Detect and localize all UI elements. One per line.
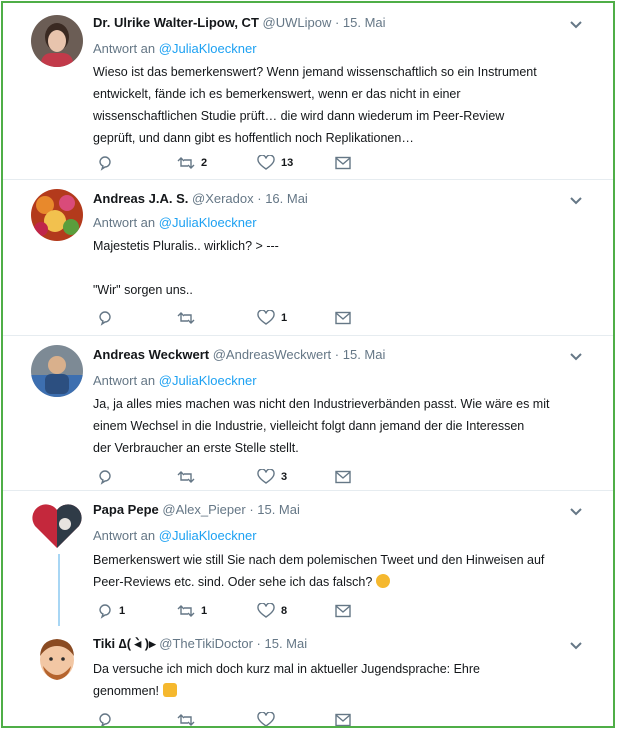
like-button[interactable] — [257, 468, 287, 486]
retweet-count: 2 — [201, 157, 208, 169]
tweet-2[interactable] — [3, 179, 613, 336]
chevron-down-icon[interactable] — [569, 352, 583, 362]
tweet-date[interactable]: · 15. Mai — [249, 502, 300, 517]
like-button[interactable] — [257, 711, 281, 728]
like-count: 8 — [281, 605, 288, 617]
tweet-1[interactable] — [3, 3, 613, 180]
like-count: 3 — [281, 471, 288, 483]
author-handle[interactable]: @AndreasWeckwert — [212, 347, 332, 362]
like-icon — [257, 712, 275, 728]
text-line: wissenschaftlichen Studie prüft… die wird dann wiederum im Peer-Review — [93, 109, 505, 123]
tweet-text — [93, 549, 583, 593]
reply-count: 1 — [119, 605, 126, 617]
text-line: "Wir" sorgen uns.. — [93, 283, 193, 297]
reply-button[interactable] — [97, 468, 119, 486]
retweet-icon — [177, 469, 195, 485]
retweet-button[interactable] — [177, 309, 201, 327]
reply-mention-link[interactable]: @JuliaKloeckner — [158, 373, 257, 388]
avatar[interactable] — [31, 189, 83, 241]
tweet-date[interactable]: · 15. Mai — [256, 636, 308, 651]
text-line-content: Peer-Reviews etc. sind. Oder sehe ich das falsch? — [93, 575, 373, 589]
chevron-down-icon[interactable] — [569, 196, 583, 206]
tweet-date[interactable]: · 15. Mai — [334, 15, 386, 30]
thumbs-up-emoji — [163, 683, 177, 697]
author-handle[interactable]: @UWLipow — [262, 15, 332, 30]
avatar[interactable] — [31, 15, 83, 67]
tweet-text — [93, 393, 583, 459]
reply-button[interactable] — [97, 602, 125, 620]
tweet-text — [93, 235, 583, 301]
dm-icon — [335, 156, 351, 170]
reply-icon — [97, 603, 113, 619]
dm-icon — [335, 311, 351, 325]
like-count: 13 — [281, 157, 294, 169]
reply-prefix: Antwort an — [93, 41, 156, 56]
text-line — [93, 257, 583, 279]
like-button[interactable] — [257, 309, 287, 327]
tweet-5[interactable] — [3, 624, 613, 728]
text-line: Ja, ja alles mies machen was nicht den Industrieverbänden passt. Wie wäre es mit — [93, 397, 550, 411]
reply-icon — [97, 155, 113, 171]
avatar[interactable] — [31, 345, 83, 397]
retweet-icon — [177, 712, 195, 728]
dm-button[interactable] — [335, 711, 351, 728]
text-line: geprüft, und dann gibt es hoffentlich noch Replikationen… — [93, 131, 414, 145]
retweet-button[interactable] — [177, 154, 207, 172]
like-icon — [257, 155, 275, 171]
retweet-icon — [177, 603, 195, 619]
author-handle[interactable]: @Xeradox — [192, 191, 254, 206]
author-name[interactable]: Andreas Weckwert — [93, 347, 210, 362]
reply-prefix: Antwort an — [93, 215, 156, 230]
tweet-date[interactable]: · 15. Mai — [334, 347, 386, 362]
avatar[interactable] — [31, 632, 83, 684]
text-line: der Verbraucher an erste Stelle stellt. — [93, 441, 299, 455]
author-name[interactable]: Andreas J.A. S. — [93, 191, 189, 206]
retweet-icon — [177, 155, 195, 171]
text-line — [93, 571, 583, 593]
reply-mention-link[interactable]: @JuliaKloeckner — [158, 215, 257, 230]
author-name[interactable]: Papa Pepe — [93, 502, 159, 517]
chevron-down-icon[interactable] — [569, 507, 583, 517]
retweet-button[interactable] — [177, 711, 201, 728]
dm-button[interactable] — [335, 468, 351, 486]
reply-button[interactable] — [97, 154, 119, 172]
tweet-header — [93, 191, 573, 206]
author-name[interactable]: Tiki ∆( ◂̀ )▸ — [93, 636, 156, 651]
text-line: Wieso ist das bemerkenswert? Wenn jemand wissenschaftlich so ein Instrument — [93, 65, 537, 79]
like-icon — [257, 603, 275, 619]
like-count: 1 — [281, 312, 288, 324]
text-line-content: genommen! — [93, 684, 160, 698]
text-line: Da versuche ich mich doch kurz mal in aktueller Jugendsprache: Ehre — [93, 662, 480, 676]
text-line: Bemerkenswert wie still Sie nach dem polemischen Tweet und den Hinweisen auf — [93, 553, 545, 567]
dm-icon — [335, 470, 351, 484]
like-icon — [257, 310, 275, 326]
tweet-header — [93, 15, 573, 30]
tweet-text — [93, 61, 583, 149]
dm-button[interactable] — [335, 154, 351, 172]
reply-mention-link[interactable]: @JuliaKloeckner — [158, 528, 257, 543]
dm-icon — [335, 604, 351, 618]
tweet-4[interactable] — [3, 490, 613, 624]
reply-button[interactable] — [97, 309, 119, 327]
text-line: Majestetis Pluralis.. wirklich? > --- — [93, 239, 279, 253]
text-line — [93, 680, 583, 702]
reply-to — [93, 528, 257, 543]
retweet-count: 1 — [201, 605, 208, 617]
chevron-down-icon[interactable] — [569, 20, 583, 30]
retweet-button[interactable] — [177, 602, 207, 620]
reply-icon — [97, 310, 113, 326]
reply-icon — [97, 712, 113, 728]
like-button[interactable] — [257, 154, 293, 172]
tweet-3[interactable] — [3, 335, 613, 491]
tweet-header — [93, 502, 573, 517]
like-icon — [257, 469, 275, 485]
thread-connector — [58, 554, 60, 626]
author-handle[interactable]: @TheTikiDoctor — [159, 636, 253, 651]
tweet-thread-frame — [1, 1, 615, 728]
thinking-emoji — [376, 574, 390, 588]
tweet-header — [93, 347, 573, 362]
retweet-icon — [177, 310, 195, 326]
avatar[interactable] — [31, 500, 83, 552]
author-handle[interactable]: @Alex_Pieper — [162, 502, 246, 517]
dm-button[interactable] — [335, 309, 351, 327]
retweet-button[interactable] — [177, 468, 201, 486]
text-line: einem Wechsel in die Industrie, vielleicht folgt dann jemand der die Interessen — [93, 419, 525, 433]
reply-prefix: Antwort an — [93, 528, 156, 543]
dm-icon — [335, 713, 351, 727]
chevron-down-icon[interactable] — [569, 641, 583, 651]
tweet-text — [93, 658, 583, 702]
text-line: entwickelt, fände ich es bemerkenswert, wenn er das nicht in einer — [93, 87, 461, 101]
reply-prefix: Antwort an — [93, 373, 156, 388]
reply-mention-link[interactable]: @JuliaKloeckner — [158, 41, 257, 56]
reply-to — [93, 41, 257, 56]
reply-to — [93, 215, 257, 230]
reply-to — [93, 373, 257, 388]
author-name[interactable]: Dr. Ulrike Walter-Lipow, CT — [93, 15, 259, 30]
like-button[interactable] — [257, 602, 287, 620]
reply-icon — [97, 469, 113, 485]
tweet-header — [93, 636, 573, 652]
dm-button[interactable] — [335, 602, 351, 620]
reply-button[interactable] — [97, 711, 119, 728]
tweet-date[interactable]: · 16. Mai — [257, 191, 308, 206]
